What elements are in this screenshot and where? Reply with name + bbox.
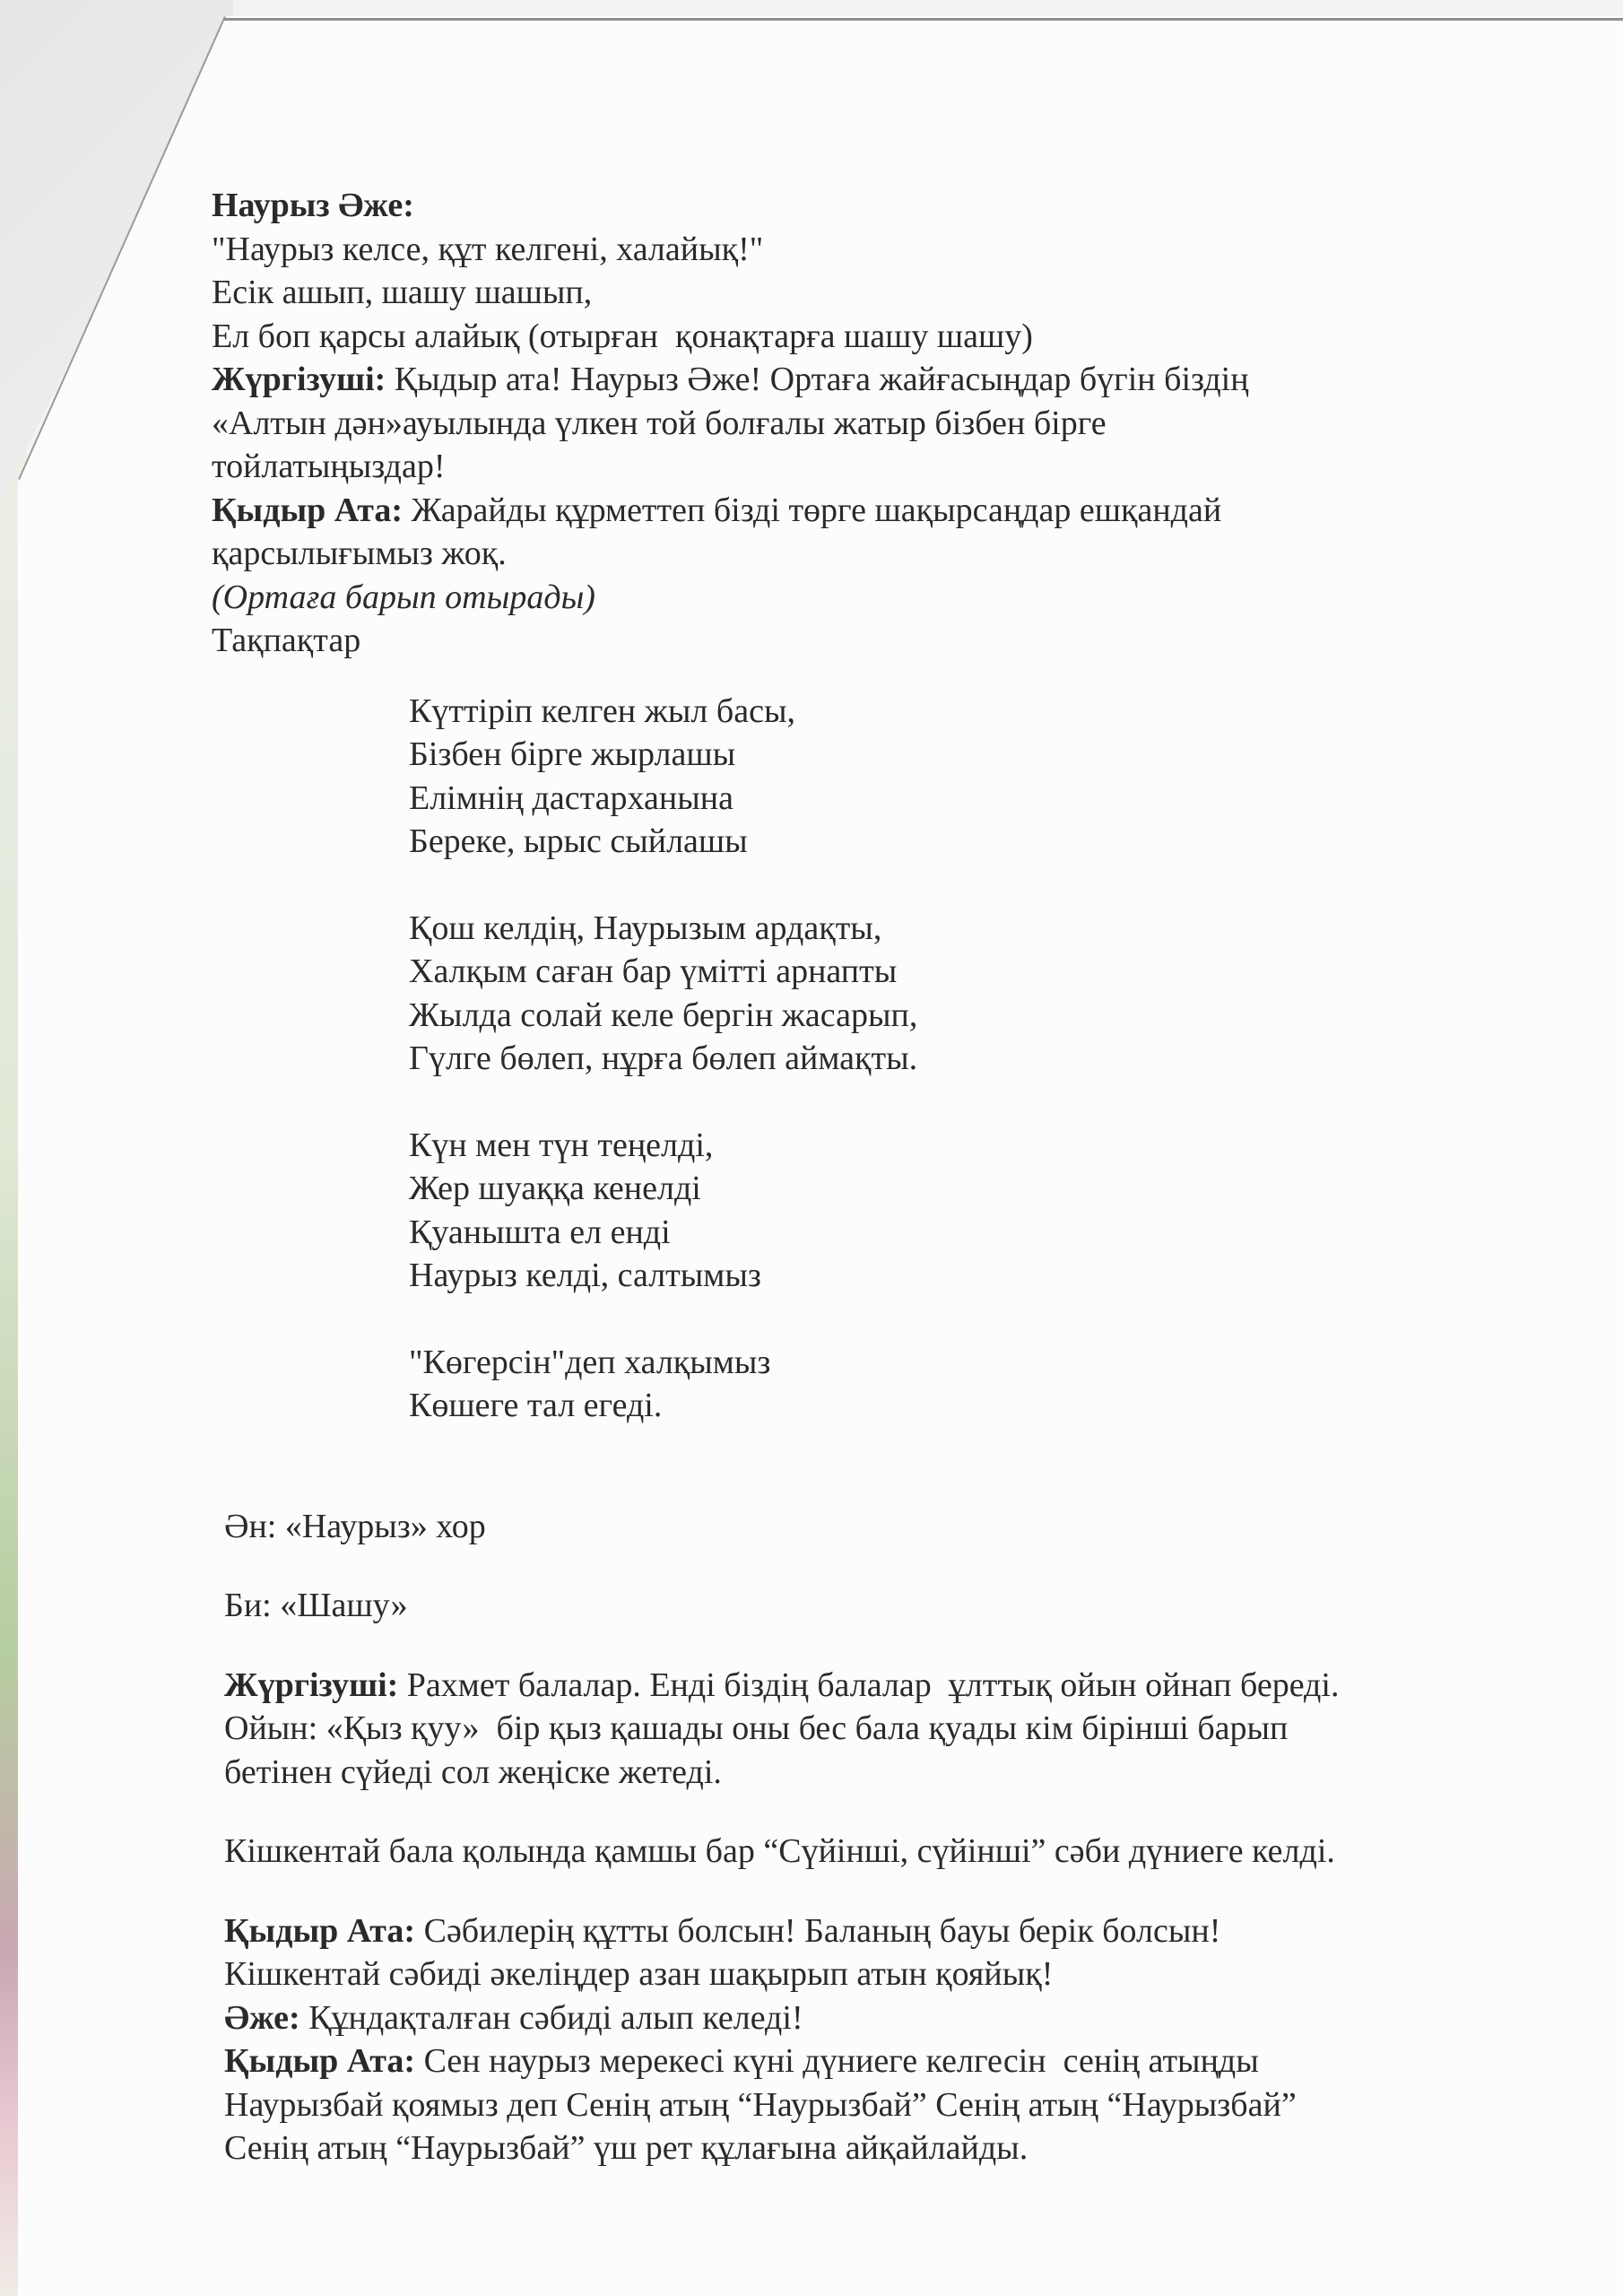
poem-line: Бізбен бірге жырлашы — [409, 735, 736, 773]
poem-line: Қуанышта ел енді — [409, 1213, 671, 1251]
poem-line: Күн мен түн теңелді, — [409, 1126, 714, 1164]
poem-stanza — [409, 1341, 1557, 1428]
line-text: бетінен сүйеді сол жеңіске жетеді. — [224, 1752, 722, 1791]
speaker-name: Наурыз Әже: — [212, 187, 414, 224]
script-line — [224, 1707, 1557, 1751]
line-text: қарсылығымыз жоқ. — [212, 535, 507, 572]
speaker-name: Қыдыр Ата: — [212, 491, 404, 529]
poem-stanza — [409, 907, 1557, 1081]
speaker-name: Әже: — [224, 1998, 300, 2037]
poem-line: Жылда солай келе бергін жасарып, — [409, 996, 918, 1034]
song-line: Ән: «Наурыз» хор — [224, 1507, 486, 1545]
poem-stanza — [409, 690, 1557, 864]
line-text: Кішкентай сәбиді әкеліңдер азан шақырып атын қояйық! — [224, 1955, 1054, 1993]
script-line — [212, 184, 1557, 228]
script-line — [224, 1909, 1557, 1953]
line-text: Ойын: «Қыз қуу» бір қыз қашады оны бес бала қуады кім бірінші барып — [224, 1709, 1289, 1747]
poem-line: Гүлге бөлеп, нұрға бөлеп аймақты. — [409, 1039, 918, 1077]
poem-line: Наурыз келді, салтымыз — [409, 1257, 761, 1294]
script-line — [212, 358, 1557, 402]
script-line — [224, 1751, 1557, 1795]
line-text: Сенің атың “Наурызбай” үш рет құлағына айқайлайды. — [224, 2129, 1028, 2167]
line-text: Құндақталған сәбиді алып келеді! — [299, 1998, 803, 2037]
line-text: "Наурыз келсе, құт келгені, халайық!" — [212, 230, 764, 268]
poem-line: Халқым саған бар үмітті арнапты — [409, 952, 898, 990]
poem-line: Елімнің дастарханына — [409, 778, 733, 817]
script-line — [212, 445, 1557, 489]
line-text: Наурызбай қоямыз деп Сенің атың “Наурызбай” Сенің атың “Наурызбай” — [224, 2085, 1297, 2124]
speaker-name: Жүргізуші: — [212, 361, 386, 398]
script-line — [212, 532, 1557, 576]
poem-line: Күттіріп келген жыл басы, — [409, 691, 795, 730]
script-line — [224, 1664, 1557, 1708]
script-line — [212, 402, 1557, 446]
line-text: Сәбилерің құтты болсын! Баланың бауы берік болсын! — [415, 1911, 1221, 1950]
script-line — [224, 2126, 1557, 2170]
speaker-name: Жүргізуші: — [224, 1665, 399, 1704]
script-line — [224, 1996, 1557, 2040]
child-line: Кішкентай бала қолында қамшы бар “Сүйінші, сүйінші” сәби дүниеге келді. — [224, 1832, 1335, 1870]
speaker-name: Қыдыр Ата: — [224, 2042, 416, 2080]
line-text: Есік ашып, шашу шашып, — [212, 274, 593, 311]
line-text: тойлатыңыздар! — [212, 448, 446, 485]
page-top-edge — [224, 18, 1623, 21]
poem-stanza — [409, 1124, 1557, 1298]
poem — [409, 690, 1557, 1428]
tapaktar-label: Тақпақтар — [212, 622, 361, 659]
host-section — [224, 1664, 1557, 2170]
line-text: «Алтын дән»ауылында үлкен той болғалы жатыр бізбен бірге — [212, 404, 1107, 442]
speaker-name: Қыдыр Ата: — [224, 1911, 416, 1950]
line-text: Сен наурыз мерекесі күні дүниеге келгесін сенің атыңды — [415, 2042, 1259, 2080]
script-line — [212, 228, 1557, 272]
script-line — [212, 315, 1557, 359]
script-line — [212, 489, 1557, 533]
document-content — [212, 184, 1557, 2170]
line-text: Рахмет балалар. Енді біздің балалар ұлттық ойын ойнап береді. — [398, 1665, 1340, 1704]
poem-line: Көшеге тал егеді. — [409, 1387, 663, 1424]
line-text: Қыдыр ата! Наурыз Әже! Ортаға жайғасыңдар бүгін біздің — [386, 361, 1249, 398]
script-line — [224, 2083, 1557, 2127]
script-line — [212, 271, 1557, 315]
poem-line: Береке, ырыс сыйлашы — [409, 822, 748, 860]
poem-line: Жер шуаққа кенелді — [409, 1170, 701, 1207]
script-line — [224, 2039, 1557, 2083]
line-text: Ел боп қарсы алайық (отырған қонақтарға шашу шашу) — [212, 317, 1033, 355]
stage-direction: (Ортаға барып отырады) — [212, 578, 595, 616]
poem-line: Қош келдің, Наурызым ардақты, — [409, 909, 882, 947]
poem-line: "Көгерсін"деп халқымыз — [409, 1343, 771, 1381]
dance-line: Би: «Шашу» — [224, 1587, 408, 1624]
script-line — [224, 1952, 1557, 1996]
line-text: Жарайды құрметтеп бізді төрге шақырсаңдар ешқандай — [403, 491, 1222, 529]
